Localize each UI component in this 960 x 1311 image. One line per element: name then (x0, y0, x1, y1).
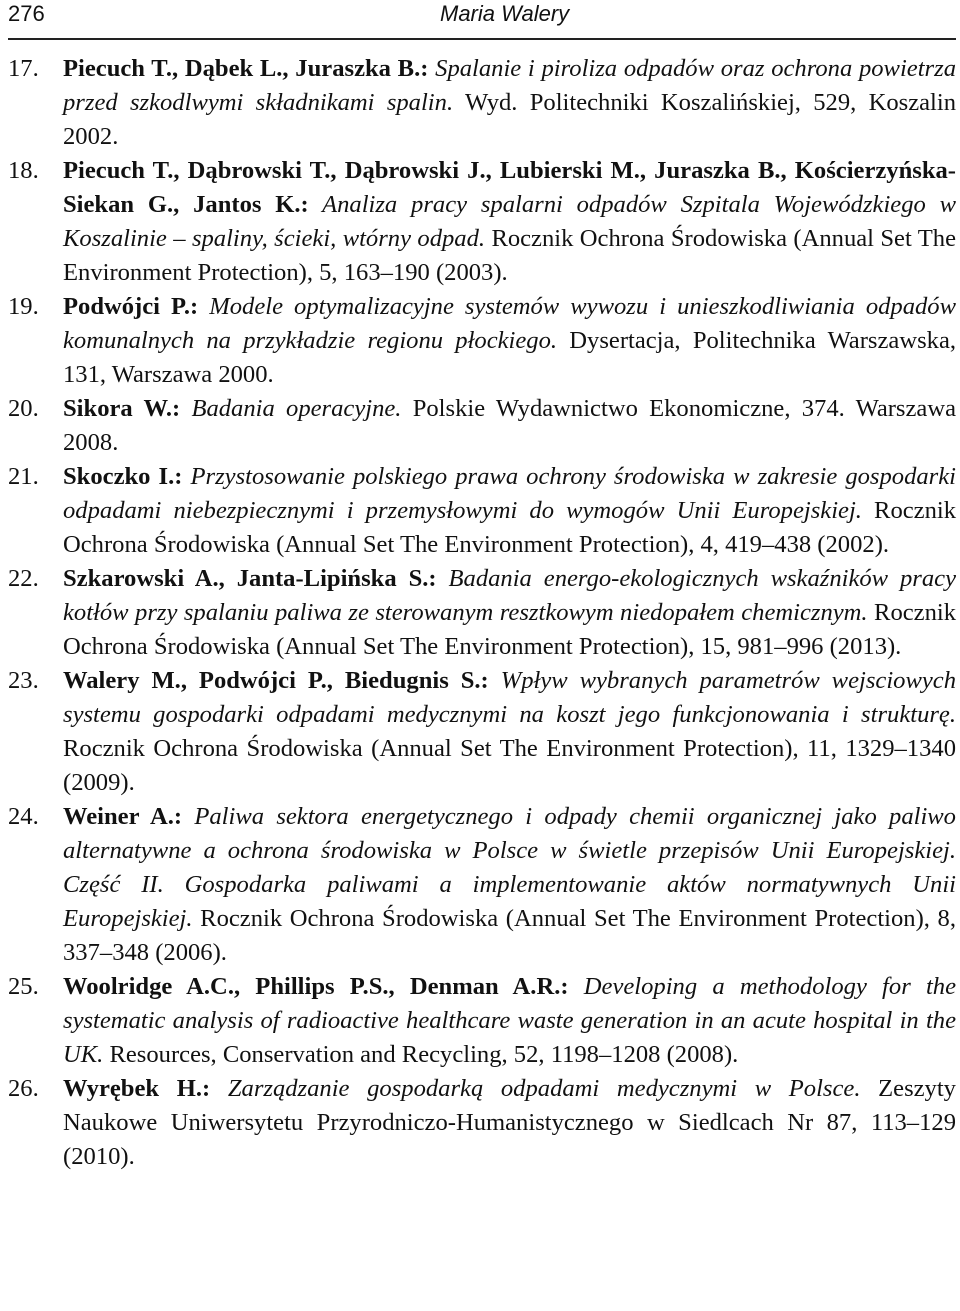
reference-title: Developing a methodology for the systematic analysis of radioactive healthcare waste generation in an acute hospital in the UK. (63, 973, 957, 1068)
reference-item (0, 154, 960, 290)
reference-number: 17. (8, 55, 39, 82)
reference-authors: Weiner A.: (63, 803, 183, 830)
reference-number: 20. (8, 395, 39, 422)
page-number: 276 (8, 1, 45, 26)
reference-title: Zarządzanie gospodarką odpadami medycznymi w Polsce. (210, 1075, 861, 1102)
reference-title: Badania energo-ekologicznych wskaźników pracy kotłów przy spalaniu paliwa ze sterowanym resztkowym niedopałem chemicznym. (63, 565, 956, 626)
reference-number: 18. (8, 157, 39, 184)
reference-source: Wyd. Politechniki Koszalińskiej, 529, Koszalin 2002. (63, 89, 956, 150)
reference-authors: Wyrębek H.: (63, 1075, 211, 1102)
reference-source: Resources, Conservation and Recycling, 52, 1198–1208 (2008). (103, 1041, 739, 1068)
reference-number: 23. (8, 667, 39, 694)
reference-item (0, 460, 960, 562)
reference-list (0, 52, 960, 1174)
reference-number: 24. (8, 803, 39, 830)
reference-title: Spalanie i piroliza odpadów oraz ochrona powietrza przed szkodlwymi składnikami spalin. (63, 55, 956, 116)
reference-authors: Piecuch T., Dąbrowski T., Dąbrowski J., Lubierski M., Juraszka B., Kościerzyńska-Siekan G., Jantos K.: (63, 157, 956, 218)
reference-title: Analiza pracy spalarni odpadów Szpitala Wojewódzkiego w Koszalinie – spaliny, ścieki, wtórny odpad. (63, 191, 956, 252)
reference-source: Dysertacja, Politechnika Warszawska, 131, Warszawa 2000. (63, 327, 957, 388)
reference-item (0, 800, 960, 970)
reference-authors: Piecuch T., Dąbek L., Juraszka B.: (63, 55, 429, 82)
reference-title: Wpływ wybranych parametrów wejsciowych systemu gospodarki odpadami medycznymi na koszt jego funkcjonowania i strukturę. (63, 667, 956, 728)
reference-item (0, 52, 960, 154)
reference-source: Rocznik Ochrona Środowiska (Annual Set The Environment Protection), 4, 419–438 (2002). (63, 497, 956, 558)
reference-item (0, 1072, 960, 1174)
reference-item (0, 392, 960, 460)
reference-title: Przystosowanie polskiego prawa ochrony środowiska w zakresie gospodarki odpadami niebezpiecznymi i przemysłowymi do wymogów Unii Europejskiej. (63, 463, 956, 524)
reference-authors: Walery M., Podwójci P., Biedugnis S.: (63, 667, 489, 694)
header-rule (8, 38, 956, 40)
reference-authors: Podwójci P.: (63, 293, 199, 320)
reference-title: Paliwa sektora energetycznego i odpady chemii organicznej jako paliwo alternatywne a ochrona środowiska w Polsce w świetle przepisów Unii Europejskiej. Część II. Gospodarka paliwami a implementowanie aktów normatywnych Unii Europejskiej. (63, 803, 956, 932)
page-header (8, 0, 956, 34)
reference-item (0, 970, 960, 1072)
reference-number: 26. (8, 1075, 39, 1102)
reference-number: 25. (8, 973, 39, 1000)
reference-source: Rocznik Ochrona Środowiska (Annual Set The Environment Protection), 11, 1329–1340 (2009). (63, 735, 956, 796)
reference-title: Modele optymalizacyjne systemów wywozu i unieszkodliwiania odpadów komunalnych na przykładzie regionu płockiego. (63, 293, 957, 354)
reference-number: 22. (8, 565, 39, 592)
reference-title: Badania operacyjne. (180, 395, 402, 422)
reference-source: Rocznik Ochrona Środowiska (Annual Set The Environment Protection), 8, 337–348 (2006). (63, 905, 956, 966)
reference-authors: Szkarowski A., Janta-Lipińska S.: (63, 565, 437, 592)
reference-authors: Sikora W.: (63, 395, 181, 422)
reference-item (0, 562, 960, 664)
reference-authors: Skoczko I.: (63, 463, 183, 490)
reference-authors: Woolridge A.C., Phillips P.S., Denman A.R.: (63, 973, 569, 1000)
reference-source: Rocznik Ochrona Środowiska (Annual Set The Environment Protection), 15, 981–996 (2013). (63, 599, 957, 660)
reference-item (0, 290, 960, 392)
reference-source: Polskie Wydawnictwo Ekonomiczne, 374. Warszawa 2008. (63, 395, 956, 456)
reference-number: 21. (8, 463, 39, 490)
reference-source: Zeszyty Naukowe Uniwersytetu Przyrodniczo-Humanistycznego w Siedlcach Nr 87, 113–129 (2010). (63, 1075, 956, 1170)
reference-source: Rocznik Ochrona Środowiska (Annual Set The Environment Protection), 5, 163–190 (2003). (63, 225, 956, 286)
running-title: Maria Walery (440, 1, 570, 26)
reference-item (0, 664, 960, 800)
reference-number: 19. (8, 293, 39, 320)
